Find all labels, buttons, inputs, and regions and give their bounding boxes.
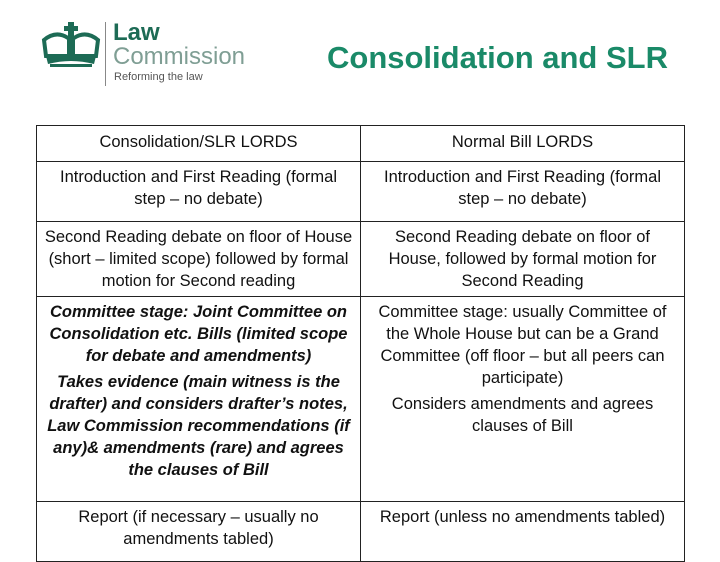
- cell-text: Introduction and First Reading (formal step – no debate): [384, 168, 661, 208]
- header-cell: Consolidation/SLR LORDS: [37, 126, 361, 162]
- law-commission-logo: [40, 20, 270, 90]
- table-row: [37, 502, 685, 562]
- table-cell: [361, 222, 685, 297]
- table-cell: [37, 297, 361, 502]
- slide-title: Consolidation and SLR: [327, 40, 668, 75]
- cell-text: Committee stage: Joint Committee on Consolidation etc. Bills (limited scope for debate and amendments): [49, 303, 348, 365]
- cell-text: Second Reading debate on floor of House (short – limited scope) followed by formal motion for Second reading: [44, 228, 353, 290]
- header-cell: Normal Bill LORDS: [361, 126, 685, 162]
- cell-text: Report (if necessary – usually no amendments tabled): [78, 508, 319, 548]
- comparison-table: [36, 125, 685, 562]
- table-cell: [37, 222, 361, 297]
- logo-tagline: Reforming the law: [114, 71, 203, 83]
- table-cell: [361, 162, 685, 222]
- cell-text: Committee stage: usually Committee of the Whole House but can be a Grand Committee (off floor – but all peers can participate): [378, 303, 667, 387]
- table-cell: [361, 297, 685, 502]
- cell-text: Considers amendments and agrees clauses of Bill: [391, 395, 654, 435]
- logo-divider: [105, 22, 106, 86]
- logo-name-line2: Commission: [113, 43, 246, 70]
- cell-text: Introduction and First Reading (formal step – no debate): [60, 168, 337, 208]
- table-cell: [361, 502, 685, 562]
- table-header-row: [37, 126, 685, 162]
- table-cell: [37, 162, 361, 222]
- table-cell: [37, 502, 361, 562]
- cell-text: Second Reading debate on floor of House, followed by formal motion for Second Reading: [388, 228, 657, 290]
- table-row: [37, 297, 685, 502]
- cell-text: Report (unless no amendments tabled): [379, 508, 666, 526]
- table-row: [37, 222, 685, 297]
- crown-icon: [40, 22, 102, 68]
- logo-name-line1: Law: [113, 19, 160, 46]
- cell-text: Takes evidence (main witness is the drafter) and considers drafter’s notes, Law Commission recommendations (if any)& amendments (rare) and agrees the clauses of Bill: [47, 373, 350, 479]
- table-row: [37, 162, 685, 222]
